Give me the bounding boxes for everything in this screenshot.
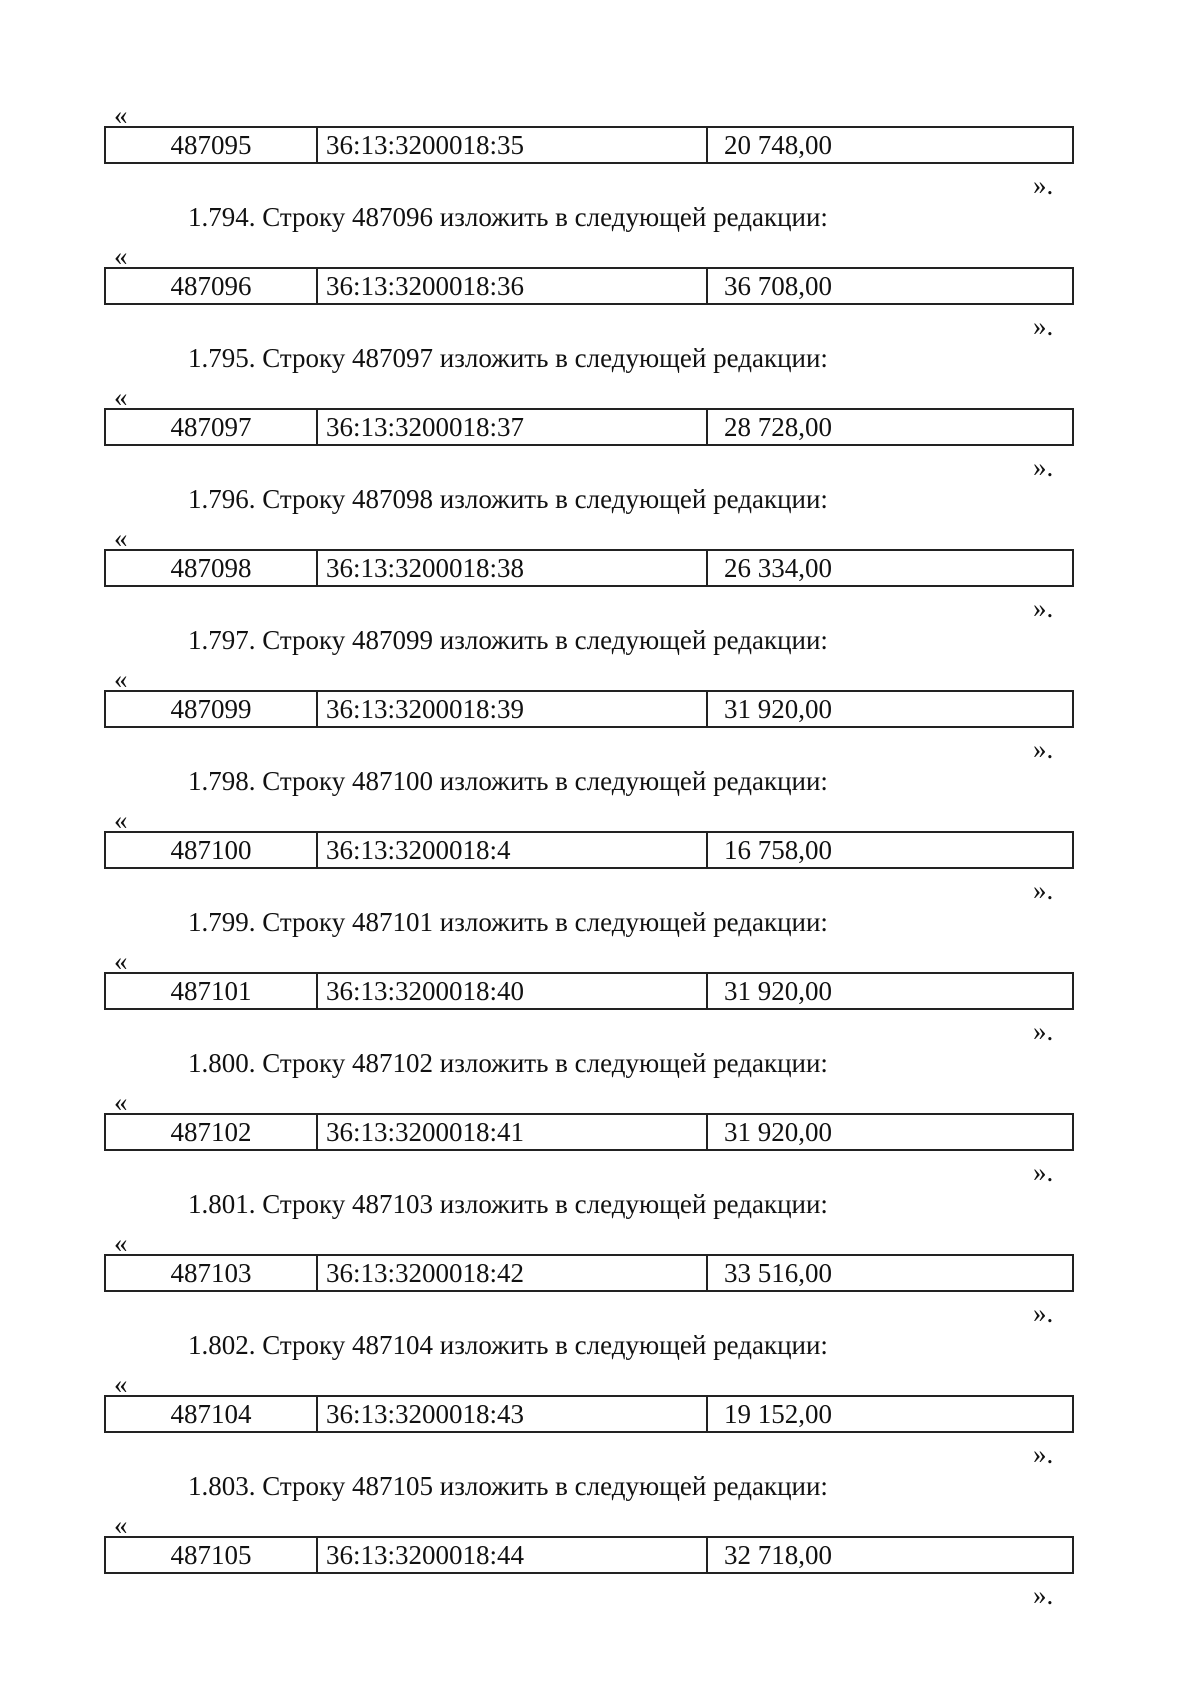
cadastral-number-cell: 36:13:3200018:42 [318, 1256, 708, 1290]
table-row [104, 1395, 1074, 1433]
amendment-instruction: 1.796. Строку 487098 изложить в следующей редакции: [188, 484, 828, 514]
close-quote: ». [1033, 1016, 1054, 1046]
amendment-instruction: 1.800. Строку 487102 изложить в следующей редакции: [188, 1048, 828, 1078]
open-quote: « [114, 1369, 128, 1399]
table-row [104, 267, 1074, 305]
cadastral-number-cell: 36:13:3200018:37 [318, 410, 708, 444]
value-cell: 31 920,00 [724, 694, 832, 724]
amendment-block [0, 946, 1200, 1087]
row-id-cell: 487095 [106, 128, 318, 162]
open-quote: « [114, 523, 128, 553]
close-quote: ». [1033, 1157, 1054, 1187]
amendment-instruction: 1.798. Строку 487100 изложить в следующей редакции: [188, 766, 828, 796]
table-row [104, 1113, 1074, 1151]
amendment-block [0, 1087, 1200, 1228]
amendment-block [0, 1510, 1200, 1651]
row-id-cell: 487099 [106, 692, 318, 726]
cadastral-number-cell: 36:13:3200018:44 [318, 1538, 708, 1572]
row-id-cell: 487101 [106, 974, 318, 1008]
table-row [104, 549, 1074, 587]
row-id-cell: 487096 [106, 269, 318, 303]
value-cell: 31 920,00 [724, 1117, 832, 1147]
close-quote: ». [1033, 593, 1054, 623]
open-quote: « [114, 664, 128, 694]
value-cell: 32 718,00 [724, 1540, 832, 1570]
amendment-block [0, 523, 1200, 664]
open-quote: « [114, 1087, 128, 1117]
value-cell: 36 708,00 [724, 271, 832, 301]
amendment-instruction: 1.795. Строку 487097 изложить в следующей редакции: [188, 343, 828, 373]
close-quote: ». [1033, 170, 1054, 200]
amendment-instruction: 1.794. Строку 487096 изложить в следующей редакции: [188, 202, 828, 232]
cadastral-number-cell: 36:13:3200018:40 [318, 974, 708, 1008]
open-quote: « [114, 100, 128, 130]
amendment-block [0, 1228, 1200, 1369]
open-quote: « [114, 805, 128, 835]
table-row [104, 831, 1074, 869]
open-quote: « [114, 241, 128, 271]
row-id-cell: 487103 [106, 1256, 318, 1290]
table-row [104, 126, 1074, 164]
cadastral-number-cell: 36:13:3200018:41 [318, 1115, 708, 1149]
cadastral-number-cell: 36:13:3200018:43 [318, 1397, 708, 1431]
value-cell: 33 516,00 [724, 1258, 832, 1288]
row-id-cell: 487102 [106, 1115, 318, 1149]
table-row [104, 1254, 1074, 1292]
amendment-instruction: 1.801. Строку 487103 изложить в следующей редакции: [188, 1189, 828, 1219]
row-id-cell: 487098 [106, 551, 318, 585]
table-row [104, 1536, 1074, 1574]
row-id-cell: 487105 [106, 1538, 318, 1572]
value-cell: 28 728,00 [724, 412, 832, 442]
open-quote: « [114, 1510, 128, 1540]
close-quote: ». [1033, 734, 1054, 764]
value-cell: 31 920,00 [724, 976, 832, 1006]
amendment-block [0, 805, 1200, 946]
row-id-cell: 487104 [106, 1397, 318, 1431]
close-quote: ». [1033, 452, 1054, 482]
open-quote: « [114, 1228, 128, 1258]
cadastral-number-cell: 36:13:3200018:36 [318, 269, 708, 303]
amendment-block [0, 664, 1200, 805]
cadastral-number-cell: 36:13:3200018:39 [318, 692, 708, 726]
amendment-block [0, 241, 1200, 382]
open-quote: « [114, 946, 128, 976]
amendment-instruction: 1.803. Строку 487105 изложить в следующей редакции: [188, 1471, 828, 1501]
table-row [104, 690, 1074, 728]
close-quote: ». [1033, 875, 1054, 905]
value-cell: 16 758,00 [724, 835, 832, 865]
amendment-instruction: 1.802. Строку 487104 изложить в следующей редакции: [188, 1330, 828, 1360]
cadastral-number-cell: 36:13:3200018:38 [318, 551, 708, 585]
close-quote: ». [1033, 1298, 1054, 1328]
open-quote: « [114, 382, 128, 412]
amendment-instruction: 1.799. Строку 487101 изложить в следующей редакции: [188, 907, 828, 937]
value-cell: 20 748,00 [724, 130, 832, 160]
row-id-cell: 487097 [106, 410, 318, 444]
value-cell: 19 152,00 [724, 1399, 832, 1429]
cadastral-number-cell: 36:13:3200018:35 [318, 128, 708, 162]
amendment-block [0, 1369, 1200, 1510]
amendment-instruction: 1.797. Строку 487099 изложить в следующей редакции: [188, 625, 828, 655]
value-cell: 26 334,00 [724, 553, 832, 583]
table-row [104, 972, 1074, 1010]
cadastral-number-cell: 36:13:3200018:4 [318, 833, 708, 867]
close-quote: ». [1033, 1439, 1054, 1469]
close-quote: ». [1033, 1580, 1054, 1610]
row-id-cell: 487100 [106, 833, 318, 867]
table-row [104, 408, 1074, 446]
amendment-block [0, 100, 1200, 241]
amendment-block [0, 382, 1200, 523]
close-quote: ». [1033, 311, 1054, 341]
